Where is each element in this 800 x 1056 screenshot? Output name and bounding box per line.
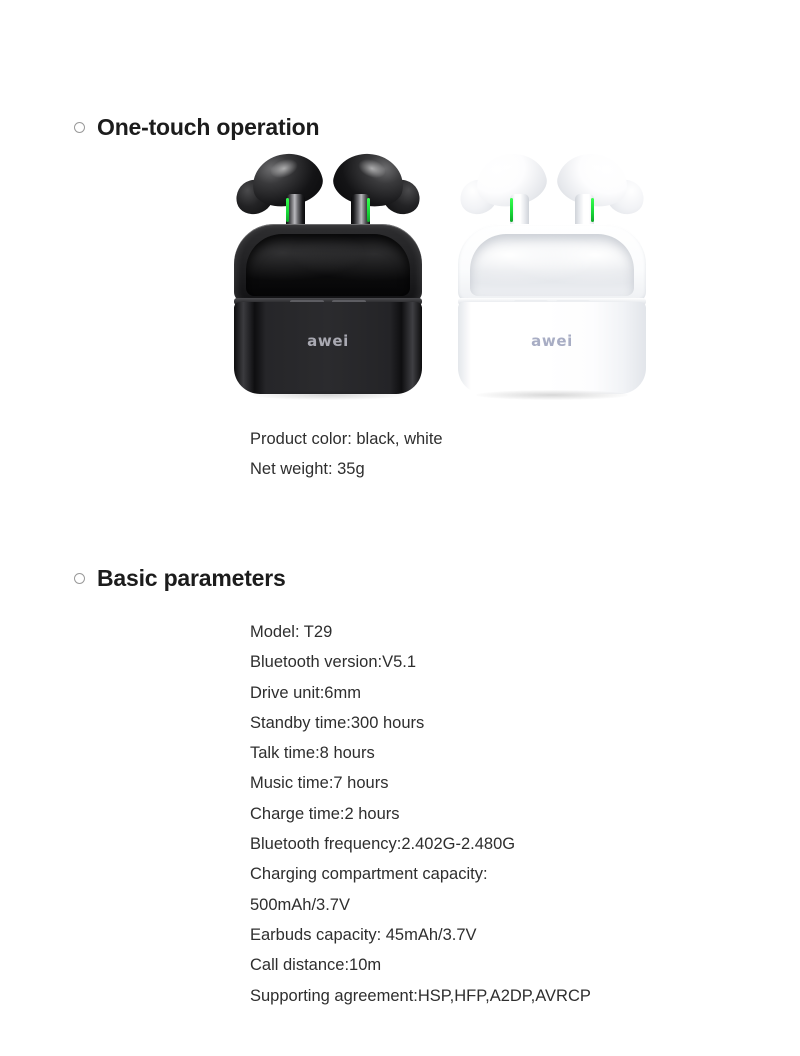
section-heading-label: One-touch operation — [97, 114, 320, 140]
hollow-circle-icon — [74, 122, 85, 133]
charging-case-lid — [458, 224, 646, 302]
brand-logo: awei — [531, 332, 573, 350]
specification-list — [250, 617, 591, 1011]
section-heading-label: Basic parameters — [97, 565, 286, 591]
earbud-led-indicator-icon — [286, 198, 289, 222]
charging-case-lid — [234, 224, 422, 302]
spec-line: Bluetooth frequency:2.402G-2.480G — [250, 835, 516, 854]
section-heading-one-touch-operation — [74, 114, 319, 141]
spec-line: 500mAh/3.7V — [250, 895, 350, 914]
spec-line: Supporting agreement:HSP,HFP,A2DP,AVRCP — [250, 986, 591, 1005]
spec-line: Bluetooth version:V5.1 — [250, 653, 417, 672]
spec-line: Charging compartment capacity: — [250, 865, 488, 884]
summary-line: Product color: black, white — [250, 430, 443, 448]
brand-logo: awei — [307, 332, 349, 350]
product-gallery — [0, 152, 800, 397]
spec-line: Charge time:2 hours — [250, 804, 400, 823]
spec-line: Drive unit:6mm — [250, 683, 361, 702]
charging-case-body — [234, 302, 422, 394]
spec-line: Model: T29 — [250, 623, 333, 641]
summary-line: Net weight: 35g — [250, 460, 365, 479]
charging-case-cavity — [246, 234, 410, 296]
spec-line: Standby time:300 hours — [250, 713, 425, 732]
spec-line: Call distance:10m — [250, 956, 382, 975]
hollow-circle-icon — [74, 573, 85, 584]
product-shadow — [476, 390, 628, 400]
product-shadow — [252, 390, 404, 400]
charging-case-cavity — [470, 234, 634, 296]
charging-case-body — [458, 302, 646, 394]
spec-line: Talk time:8 hours — [250, 744, 375, 763]
black-earbuds-case-image — [228, 152, 428, 397]
product-summary-text — [250, 424, 443, 485]
section-heading-basic-parameters — [74, 565, 286, 592]
white-earbuds-case-image — [452, 152, 652, 397]
earbud-led-indicator-icon — [591, 198, 594, 222]
spec-line: Earbuds capacity: 45mAh/3.7V — [250, 925, 477, 944]
earbud-led-indicator-icon — [510, 198, 513, 222]
spec-line: Music time:7 hours — [250, 774, 389, 793]
earbud-led-indicator-icon — [367, 198, 370, 222]
